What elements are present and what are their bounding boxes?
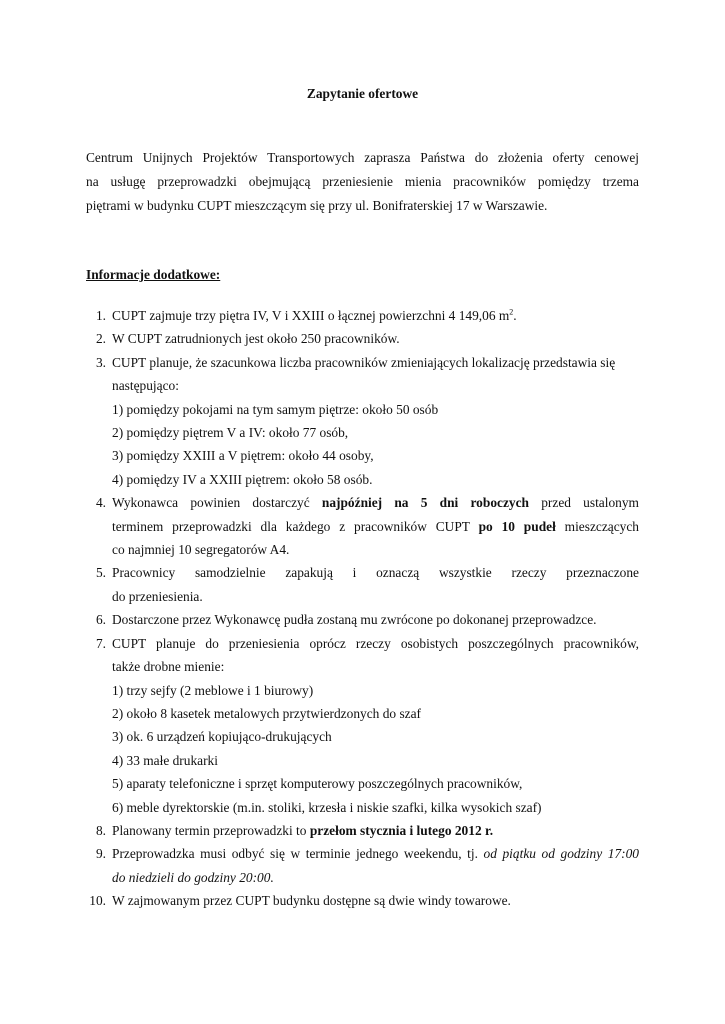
superscript: 2 bbox=[509, 307, 514, 317]
text-part: mieszczących bbox=[555, 518, 639, 534]
item-text: CUPT planuje do przeniesienia oprócz rzeczy osobistych poszczególnych pracowników, bbox=[112, 635, 639, 651]
list-item bbox=[86, 632, 639, 819]
item-text bbox=[112, 819, 639, 842]
intro-line: na usługę przeprowadzki obejmującą przeniesienie mienia pracowników pomiędzy trzema bbox=[86, 174, 639, 189]
item-text-main: CUPT zajmuje trzy piętra IV, V i XXIII o łącznej powierzchni 4 149,06 m bbox=[112, 308, 510, 323]
list-item bbox=[86, 561, 639, 608]
text-part: Wykonawca powinien dostarczyć bbox=[112, 495, 322, 511]
item-text bbox=[112, 515, 639, 538]
italic-text: do niedzieli do godziny 20:00. bbox=[112, 869, 274, 885]
item-number: 5. bbox=[95, 565, 106, 581]
item-text bbox=[112, 491, 639, 514]
item-text: następująco: bbox=[112, 378, 179, 394]
item-text: W zajmowanym przez CUPT budynku dostępne są dwie windy towarowe. bbox=[112, 893, 511, 909]
item-number: 3. bbox=[95, 354, 106, 370]
item-number: 9. bbox=[95, 846, 106, 862]
item-text: CUPT planuje, że szacunkowa liczba pracowników zmieniających lokalizację przedstawia się bbox=[112, 354, 616, 370]
sub-item: 2) pomiędzy piętrem V a IV: około 77 osób, bbox=[112, 425, 349, 441]
item-text: do przeniesienia. bbox=[112, 588, 203, 604]
item-number: 10. bbox=[89, 893, 106, 909]
item-text: W CUPT zatrudnionych jest około 250 pracowników. bbox=[112, 331, 400, 347]
item-text: co najmniej 10 segregatorów A4. bbox=[112, 542, 290, 558]
sub-item: 3) pomiędzy XXIII a V piętrem: około 44 osoby, bbox=[112, 448, 374, 464]
sub-item: 1) pomiędzy pokojami na tym samym piętrze: około 50 osób bbox=[112, 401, 439, 417]
text-part: Przeprowadzka musi odbyć się w terminie jednego weekendu, tj. bbox=[112, 846, 484, 862]
text-part: przed ustalonym bbox=[529, 495, 639, 511]
intro-paragraph bbox=[86, 146, 639, 218]
list-item bbox=[86, 889, 639, 912]
item-number: 1. bbox=[95, 308, 106, 323]
item-number: 7. bbox=[95, 635, 106, 651]
text-part: terminem przeprowadzki dla każdego z pracowników CUPT bbox=[112, 518, 479, 534]
item-text: Pracownicy samodzielnie zapakują i oznaczą wszystkie rzeczy przeznaczone bbox=[112, 565, 639, 581]
list-item bbox=[86, 608, 639, 631]
item-number: 8. bbox=[95, 822, 106, 838]
list-item bbox=[86, 327, 639, 350]
intro-line: Centrum Unijnych Projektów Transportowych zaprasza Państwa do złożenia oferty cenowej bbox=[86, 150, 639, 165]
item-number: 6. bbox=[95, 612, 106, 628]
list-item bbox=[86, 351, 639, 491]
info-list bbox=[86, 304, 639, 913]
sub-item: 3) ok. 6 urządzeń kopiująco-drukujących bbox=[112, 729, 332, 745]
item-text bbox=[112, 866, 639, 889]
sub-item: 6) meble dyrektorskie (m.in. stoliki, krzesła i niskie szafki, kilka wysokich szaf) bbox=[112, 799, 542, 815]
item-text bbox=[112, 842, 639, 865]
bold-text: przełom stycznia i lutego 2012 r. bbox=[309, 822, 494, 838]
sub-item: 2) około 8 kasetek metalowych przytwierdzonych do szaf bbox=[112, 705, 421, 721]
item-number: 2. bbox=[95, 331, 106, 347]
list-item bbox=[86, 842, 639, 889]
bold-text: najpóźniej na 5 dni roboczych bbox=[321, 495, 529, 511]
list-item bbox=[86, 819, 639, 842]
item-text-end: . bbox=[513, 308, 517, 323]
sub-item: 4) pomiędzy IV a XXIII piętrem: około 58 osób. bbox=[112, 471, 373, 487]
list-item bbox=[86, 491, 639, 561]
list-item bbox=[86, 304, 639, 327]
item-number: 4. bbox=[95, 495, 106, 511]
item-text: Dostarczone przez Wykonawcę pudła zostaną mu zwrócone po dokonanej przeprowadzce. bbox=[112, 612, 597, 628]
sub-item: 4) 33 małe drukarki bbox=[112, 752, 218, 768]
item-text: także drobne mienie: bbox=[112, 659, 225, 675]
info-heading: Informacje dodatkowe: bbox=[86, 267, 221, 282]
italic-text: od piątku od godziny 17:00 bbox=[483, 846, 639, 862]
intro-line: piętrami w budynku CUPT mieszczącym się przy ul. Bonifraterskiej 17 w Warszawie. bbox=[86, 198, 548, 213]
item-text bbox=[112, 304, 639, 327]
bold-text: po 10 pudeł bbox=[478, 518, 556, 534]
sub-item: 1) trzy sejfy (2 meblowe i 1 biurowy) bbox=[112, 682, 314, 698]
document-title: Zapytanie ofertowe bbox=[306, 86, 419, 101]
sub-item: 5) aparaty telefoniczne i sprzęt komputerowy poszczególnych pracowników, bbox=[112, 776, 523, 792]
text-part: Planowany termin przeprowadzki to bbox=[112, 822, 310, 838]
